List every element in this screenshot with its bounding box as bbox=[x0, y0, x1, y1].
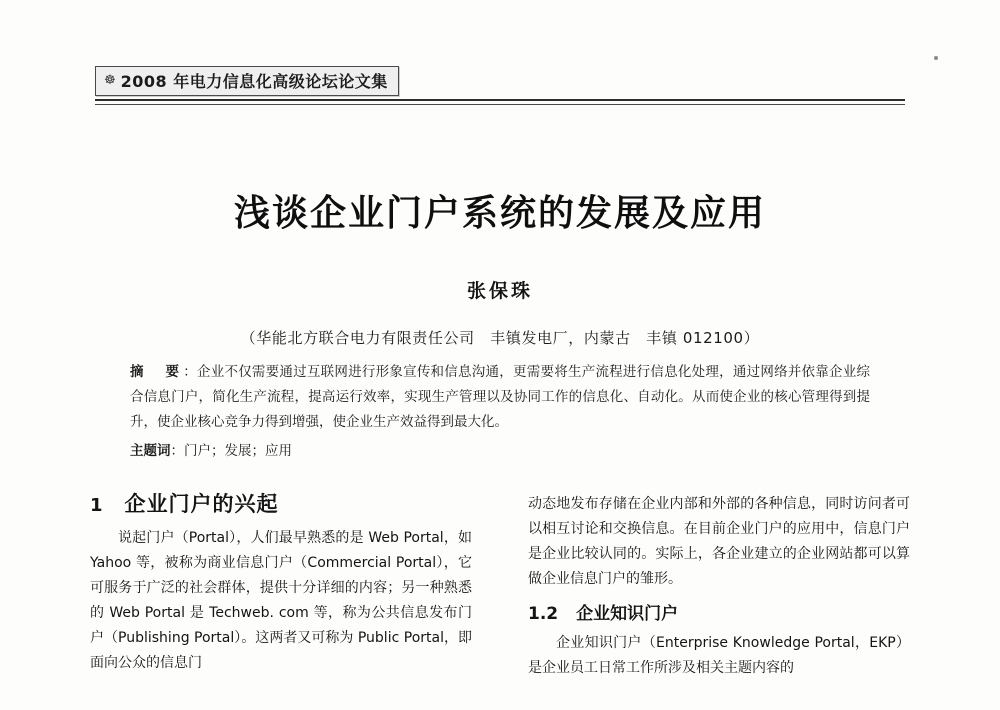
abstract-label: 摘 要 bbox=[130, 364, 184, 380]
keywords-text: ：门户；发展；应用 bbox=[170, 443, 292, 459]
abstract-text: ：企业不仅需要通过互联网进行形象宣传和信息沟通，更需要将生产流程进行信息化处理，通过网络并依靠企业综合信息门户，简化生产流程，提高运行效率，实现生产管理以及协同工作的信息化、自动化。从而使企业的核心管理得到提升，使企业核心竞争力得到增强，使企业生产效益得到最大化。 bbox=[130, 364, 871, 430]
left-column bbox=[90, 492, 472, 710]
paragraph: 企业知识门户（Enterprise Knowledge Portal，EKP）是企业员工日常工作所涉及相关主题内容的 bbox=[528, 635, 910, 676]
running-header-title: 2008 年电力信息化高级论坛论文集 bbox=[120, 72, 388, 91]
section-title: 企业门户的兴起 bbox=[124, 492, 279, 516]
running-header-box bbox=[95, 66, 399, 96]
subsection-heading bbox=[528, 602, 910, 627]
section-heading bbox=[90, 492, 472, 518]
author-affiliation: （华能北方联合电力有限责任公司 丰镇发电厂，内蒙古 丰镇 012100） bbox=[240, 329, 760, 347]
subsection-title: 企业知识门户 bbox=[576, 604, 679, 624]
subsection-number: 1.2 bbox=[528, 604, 559, 624]
title-block bbox=[0, 185, 1000, 348]
author-name: 张保珠 bbox=[466, 280, 533, 302]
header-rule-thick bbox=[95, 99, 905, 101]
keywords-block bbox=[130, 440, 870, 462]
running-header bbox=[95, 66, 905, 100]
right-column bbox=[528, 492, 910, 710]
header-rule-thin bbox=[95, 104, 905, 105]
paragraph-continued: 动态地发布存储在企业内部和外部的各种信息，同时访问者可以相互讨论和交换信息。在目前企业门户的应用中，信息门户是企业比较认同的。实际上，各企业建立的企业网站都可以算做企业信息门户的雏形。 bbox=[528, 496, 910, 587]
paragraph: 说起门户（Portal），人们最早熟悉的是 Web Portal，如 Yahoo 等，被称为商业信息门户（Commercial Portal），它可服务于广泛的社会群体，提供十分详细的内容；另一种熟悉的 Web Portal 是 Techweb. com 等，称为公共信息发布门户（Publishing Portal）。这两者又可称为 Public Portal，即面向公众的信息门 bbox=[90, 530, 472, 671]
section-number: 1 bbox=[90, 495, 103, 516]
body-columns bbox=[90, 492, 910, 710]
scan-speck bbox=[934, 56, 938, 60]
page-title: 浅谈企业门户系统的发展及应用 bbox=[233, 193, 766, 234]
keywords-label: 主题词 bbox=[130, 443, 171, 459]
abstract-block bbox=[130, 360, 870, 435]
seal-icon: ☸ bbox=[104, 73, 116, 88]
